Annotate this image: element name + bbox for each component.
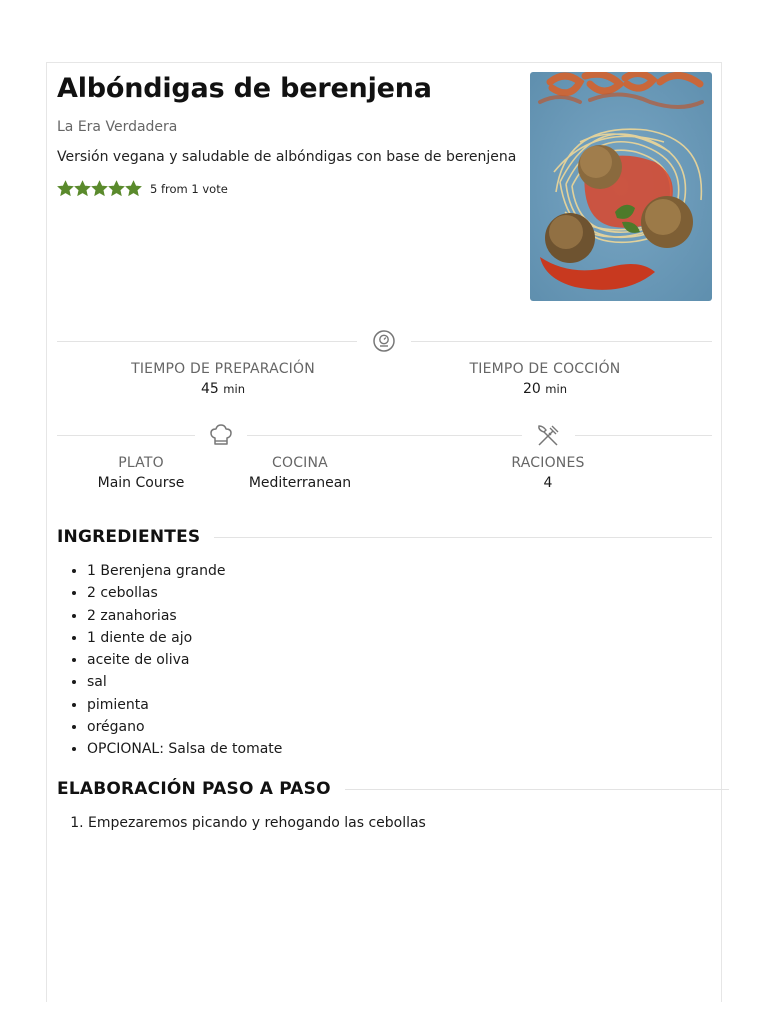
ingredient-item: • orégano bbox=[87, 716, 282, 738]
recipe-rating[interactable] bbox=[57, 180, 228, 197]
recipe-photo bbox=[530, 72, 712, 301]
cook-time-label: TIEMPO DE COCCIÓN bbox=[469, 361, 621, 377]
star-icon[interactable] bbox=[57, 180, 74, 197]
divider bbox=[575, 435, 712, 436]
prep-time-value bbox=[113, 381, 333, 397]
recipe-summary: Versión vegana y saludable de albóndigas con base de berenjena bbox=[57, 149, 517, 165]
instructions-heading: ELABORACIÓN PASO A PASO bbox=[57, 779, 331, 799]
cook-time bbox=[445, 361, 645, 397]
star-icon[interactable] bbox=[125, 180, 142, 197]
cook-time-number: 20 bbox=[523, 381, 541, 397]
recipe-title: Albóndigas de berenjena bbox=[57, 73, 432, 104]
divider bbox=[214, 537, 712, 538]
servings-value: 4 bbox=[543, 475, 553, 491]
recipe-author: La Era Verdadera bbox=[57, 119, 178, 135]
servings-label: RACIONES bbox=[511, 455, 585, 471]
ingredient-item: • 2 zanahorias bbox=[87, 605, 282, 627]
divider bbox=[57, 341, 357, 342]
spaghetti-meatballs-image bbox=[530, 72, 712, 301]
servings bbox=[488, 455, 608, 491]
cuisine-label: COCINA bbox=[272, 455, 328, 471]
recipe-card bbox=[46, 62, 722, 1002]
ingredients-list bbox=[87, 560, 282, 761]
course-label: PLATO bbox=[118, 455, 164, 471]
star-icon[interactable] bbox=[74, 180, 91, 197]
ingredient-item: • 1 Berenjena grande bbox=[87, 560, 282, 582]
star-icon[interactable] bbox=[91, 180, 108, 197]
cook-time-value bbox=[445, 381, 645, 397]
instructions-header bbox=[57, 779, 729, 799]
divider bbox=[247, 435, 522, 436]
ingredient-item: • 1 diente de ajo bbox=[87, 627, 282, 649]
ingredient-item: • 2 cebollas bbox=[87, 582, 282, 604]
instruction-step: 1. Empezaremos picando y rehogando las cebollas bbox=[88, 812, 426, 834]
divider bbox=[345, 789, 729, 790]
divider bbox=[57, 435, 195, 436]
chef-hat-icon bbox=[208, 423, 234, 453]
prep-time-unit: min bbox=[223, 382, 245, 396]
course bbox=[81, 455, 201, 491]
prep-time bbox=[113, 361, 333, 397]
ingredient-item: • sal bbox=[87, 671, 282, 693]
star-icon[interactable] bbox=[108, 180, 125, 197]
prep-time-number: 45 bbox=[201, 381, 219, 397]
fork-knife-icon bbox=[535, 423, 561, 453]
divider bbox=[411, 341, 712, 342]
ingredients-heading: INGREDIENTES bbox=[57, 527, 201, 547]
ingredients-header bbox=[57, 527, 712, 547]
ingredient-item: • pimienta bbox=[87, 694, 282, 716]
rating-stars[interactable] bbox=[57, 180, 142, 197]
cook-time-unit: min bbox=[545, 382, 567, 396]
course-value: Main Course bbox=[97, 475, 185, 491]
timer-icon bbox=[372, 329, 396, 357]
cuisine-value: Mediterranean bbox=[248, 475, 352, 491]
ingredient-item: • aceite de oliva bbox=[87, 649, 282, 671]
ingredient-item: • OPCIONAL: Salsa de tomate bbox=[87, 738, 282, 760]
rating-text: 5 from 1 vote bbox=[150, 181, 228, 196]
prep-time-label: TIEMPO DE PREPARACIÓN bbox=[131, 361, 315, 377]
instructions-list bbox=[88, 812, 426, 834]
cuisine bbox=[230, 455, 370, 491]
